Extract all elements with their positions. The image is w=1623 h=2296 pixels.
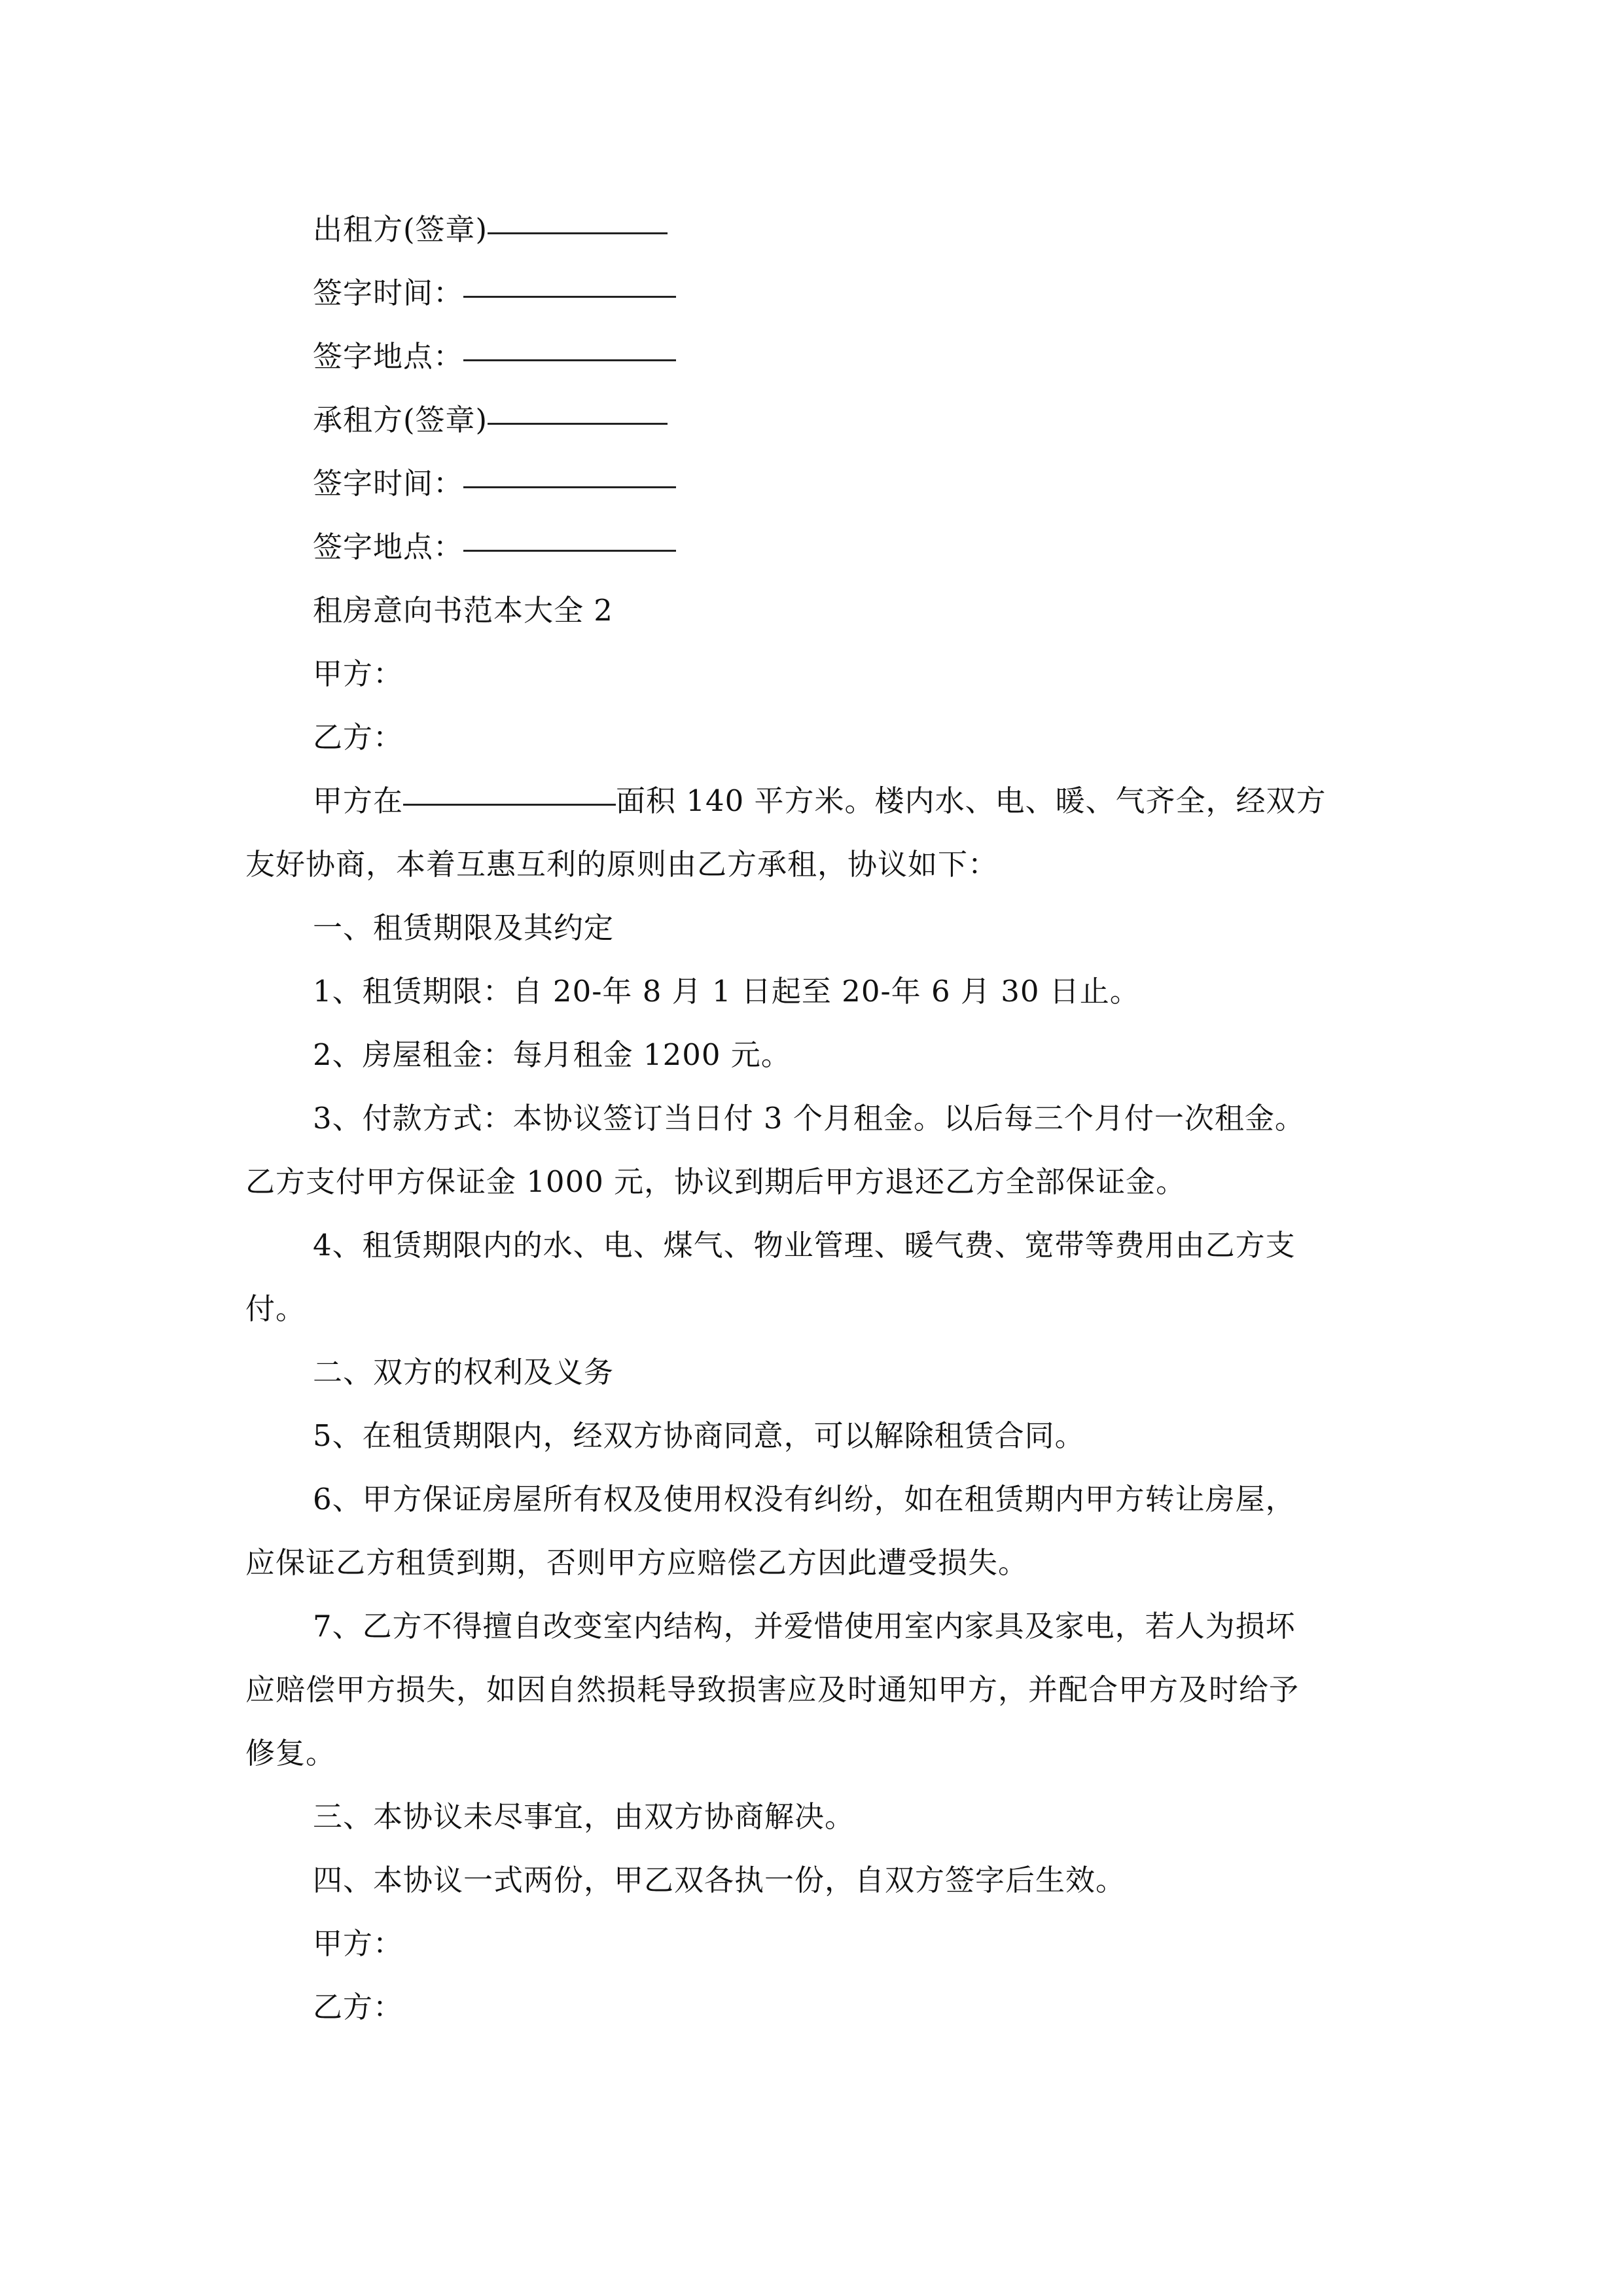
lessee-signature-line xyxy=(313,388,1378,452)
lessor-place-blank xyxy=(463,320,676,361)
item-2: 2、房屋租金：每月租金 1200 元。 xyxy=(313,1037,791,1072)
lessor-time-blank xyxy=(463,257,676,298)
item-6-line-2: 应保证乙方租赁到期，否则甲方应赔偿乙方因此遭受损失。 xyxy=(245,1545,1029,1580)
lessor-signature-blank xyxy=(488,193,668,234)
lessor-place-line xyxy=(313,325,1378,388)
lessor-place-label: 签字地点： xyxy=(313,339,464,374)
lessee-place-label: 签字地点： xyxy=(313,529,464,564)
item-7-line-3: 修复。 xyxy=(245,1736,336,1770)
lessor-time-line xyxy=(313,261,1378,325)
lessor-time-label: 签字时间： xyxy=(313,276,464,310)
item-3-line-1: 3、付款方式：本协议签订当日付 3 个月租金。以后每三个月付一次租金。 xyxy=(313,1101,1305,1136)
item-7-line-1: 7、乙方不得擅自改变室内结构，并爱惜使用室内家具及家电，若人为损坏 xyxy=(313,1609,1296,1643)
lessee-place-line xyxy=(313,515,1378,579)
intro-suffix: 面积 140 平方米。楼内水、电、暖、气齐全，经双方 xyxy=(616,783,1327,818)
lessee-place-blank xyxy=(463,511,676,552)
lessee-time-line xyxy=(313,452,1378,515)
intro-line-1 xyxy=(313,769,1378,833)
item-7-line-2: 应赔偿甲方损失，如因自然损耗导致损害应及时通知甲方，并配合甲方及时给予 xyxy=(245,1672,1300,1707)
lessor-signature-line xyxy=(313,198,1378,261)
lessee-time-label: 签字时间： xyxy=(313,466,464,501)
party-a-label: 甲方： xyxy=(313,656,404,691)
footer-party-a: 甲方： xyxy=(313,1926,404,1961)
intro-line-2: 友好协商，本着互惠互利的原则由乙方承租，协议如下： xyxy=(245,847,999,882)
footer-party-b: 乙方： xyxy=(313,1990,404,2024)
property-address-blank xyxy=(403,764,616,806)
lessee-signature-blank xyxy=(488,384,668,425)
section-1-title: 一、租赁期限及其约定 xyxy=(313,910,615,945)
section-2-title: 二、双方的权利及义务 xyxy=(313,1355,615,1390)
lessee-time-blank xyxy=(463,447,676,488)
lessor-label: 出租方(签章) xyxy=(313,212,488,247)
party-b-label: 乙方： xyxy=(313,720,404,755)
document-title: 租房意向书范本大全 2 xyxy=(313,593,613,628)
section-4: 四、本协议一式两份，甲乙双各执一份，自双方签字后生效。 xyxy=(313,1863,1126,1897)
lessee-label: 承租方(签章) xyxy=(313,403,488,437)
item-6-line-1: 6、甲方保证房屋所有权及使用权没有纠纷，如在租赁期内甲方转让房屋， xyxy=(313,1482,1296,1516)
item-5: 5、在租赁期限内，经双方协商同意，可以解除租赁合同。 xyxy=(313,1418,1085,1453)
item-4-line-1: 4、租赁期限内的水、电、煤气、物业管理、暖气费、宽带等费用由乙方支 xyxy=(313,1228,1296,1263)
section-3: 三、本协议未尽事宜，由双方协商解决。 xyxy=(313,1799,855,1834)
item-4-line-2: 付。 xyxy=(245,1291,306,1326)
item-1: 1、租赁期限：自 20-年 8 月 1 日起至 20-年 6 月 30 日止。 xyxy=(313,974,1140,1009)
intro-prefix: 甲方在 xyxy=(313,783,404,818)
item-3-line-2: 乙方支付甲方保证金 1000 元，协议到期后甲方退还乙方全部保证金。 xyxy=(245,1164,1186,1199)
